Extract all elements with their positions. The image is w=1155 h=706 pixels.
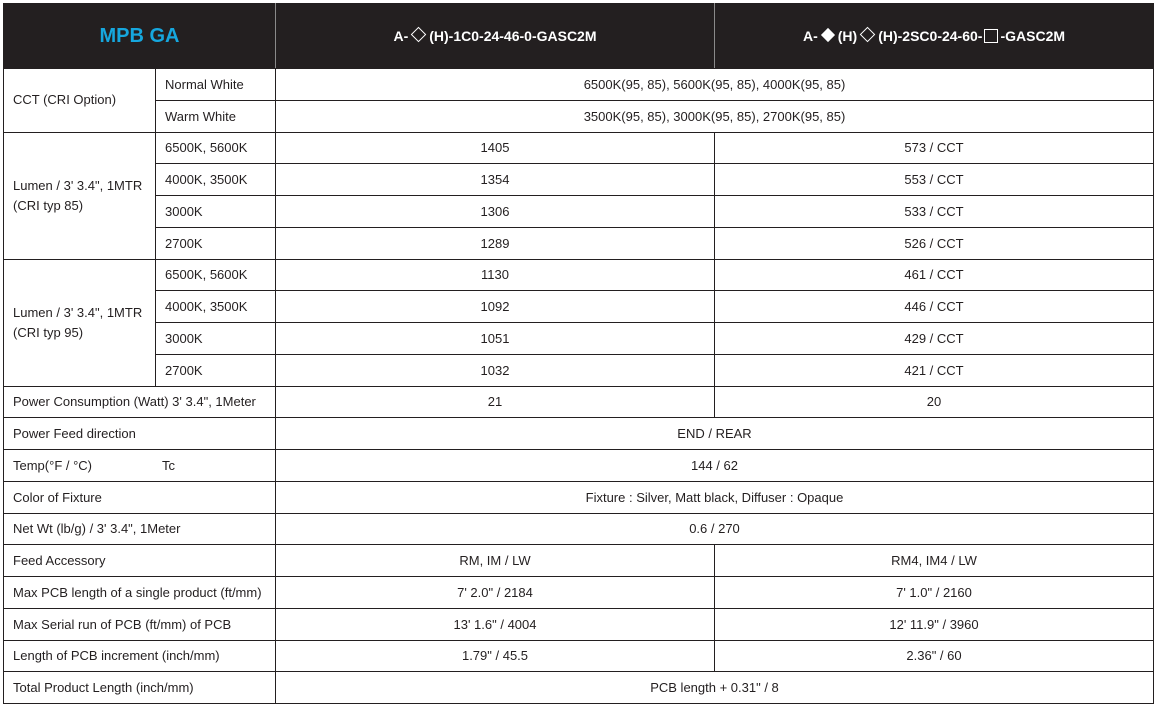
pcb-increment-v2: 2.36" / 60: [715, 640, 1154, 672]
total-length-value: PCB length + 0.31" / 8: [276, 672, 1154, 704]
feed-accessory-v1: RM, IM / LW: [276, 545, 715, 577]
lumen85-label-line2: (CRI typ 85): [13, 197, 84, 213]
lumen95-v2: 446 / CCT: [715, 291, 1154, 323]
solid-diamond-icon: [821, 28, 835, 42]
table-row: [4, 450, 1154, 482]
lumen95-v2: 429 / CCT: [715, 323, 1154, 355]
lumen95-v2: 461 / CCT: [715, 259, 1154, 291]
cct-sub: Warm White: [156, 100, 276, 132]
max-serial-v1: 13' 1.6" / 4004: [276, 608, 715, 640]
header-row: [4, 4, 1154, 69]
lumen95-v1: 1051: [276, 323, 715, 355]
model1-prefix: A-: [393, 28, 409, 44]
max-serial-label: Max Serial run of PCB (ft/mm) of PCB: [4, 608, 276, 640]
lumen95-label-line1: Lumen / 3' 3.4", 1MTR: [13, 304, 143, 320]
table-row: [4, 69, 1154, 101]
net-wt-label: Net Wt (lb/g) / 3' 3.4", 1Meter: [4, 513, 276, 545]
lumen85-sub: 3000K: [156, 196, 276, 228]
model1-code: (H)-1C0-24-46-0-GASC2M: [429, 28, 597, 44]
cct-value: 6500K(95, 85), 5600K(95, 85), 4000K(95, 85): [276, 69, 1154, 101]
lumen85-label-line1: Lumen / 3' 3.4", 1MTR: [13, 177, 143, 193]
temp-sub: Tc: [162, 457, 176, 473]
feed-accessory-v2: RM4, IM4 / LW: [715, 545, 1154, 577]
lumen85-v1: 1354: [276, 164, 715, 196]
table-row: [4, 481, 1154, 513]
total-length-label: Total Product Length (inch/mm): [4, 672, 276, 704]
table-row: [4, 323, 1154, 355]
cct-label: CCT (CRI Option): [4, 69, 156, 133]
lumen85-sub: 6500K, 5600K: [156, 132, 276, 164]
table-row: [4, 545, 1154, 577]
net-wt-value: 0.6 / 270: [276, 513, 1154, 545]
model2-header: [715, 4, 1154, 69]
spec-table: [3, 3, 1154, 704]
lumen85-v1: 1289: [276, 227, 715, 259]
table-row: [4, 196, 1154, 228]
max-pcb-v1: 7' 2.0" / 2184: [276, 577, 715, 609]
model2-code-b: (H)-2SC0-24-60-: [878, 28, 983, 44]
lumen95-sub: 6500K, 5600K: [156, 259, 276, 291]
lumen85-sub: 2700K: [156, 227, 276, 259]
table-row: [4, 164, 1154, 196]
table-row: [4, 354, 1154, 386]
lumen95-sub: 2700K: [156, 354, 276, 386]
table-row: [4, 608, 1154, 640]
lumen85-label: [4, 132, 156, 259]
hollow-diamond-icon: [860, 27, 876, 43]
lumen95-v1: 1092: [276, 291, 715, 323]
lumen85-v1: 1306: [276, 196, 715, 228]
power-label: Power Consumption (Watt) 3' 3.4", 1Meter: [4, 386, 276, 418]
table-row: [4, 577, 1154, 609]
feed-accessory-label: Feed Accessory: [4, 545, 276, 577]
lumen85-v2: 553 / CCT: [715, 164, 1154, 196]
max-serial-v2: 12' 11.9" / 3960: [715, 608, 1154, 640]
max-pcb-label: Max PCB length of a single product (ft/mm): [4, 577, 276, 609]
lumen85-sub: 4000K, 3500K: [156, 164, 276, 196]
lumen95-sub: 4000K, 3500K: [156, 291, 276, 323]
hollow-square-icon: [984, 29, 998, 43]
table-row: [4, 640, 1154, 672]
table-row: [4, 132, 1154, 164]
lumen95-v2: 421 / CCT: [715, 354, 1154, 386]
feed-direction-value: END / REAR: [276, 418, 1154, 450]
lumen85-v2: 533 / CCT: [715, 196, 1154, 228]
temp-value: 144 / 62: [276, 450, 1154, 482]
max-pcb-v2: 7' 1.0" / 2160: [715, 577, 1154, 609]
table-row: [4, 672, 1154, 704]
color-value: Fixture : Silver, Matt black, Diffuser : Opaque: [276, 481, 1154, 513]
pcb-increment-label: Length of PCB increment (inch/mm): [4, 640, 276, 672]
cct-sub: Normal White: [156, 69, 276, 101]
brand-title: MPB GA: [4, 4, 276, 69]
power-v1: 21: [276, 386, 715, 418]
lumen85-v2: 573 / CCT: [715, 132, 1154, 164]
table-row: [4, 259, 1154, 291]
table-row: [4, 386, 1154, 418]
hollow-diamond-icon: [411, 27, 427, 43]
model2-code-c: -GASC2M: [1000, 28, 1066, 44]
lumen95-label-line2: (CRI typ 95): [13, 324, 84, 340]
table-row: [4, 100, 1154, 132]
model2-code-a: (H): [837, 28, 858, 44]
table-row: [4, 513, 1154, 545]
temp-label-cell: [4, 450, 276, 482]
color-label: Color of Fixture: [4, 481, 276, 513]
table-row: [4, 291, 1154, 323]
lumen85-v1: 1405: [276, 132, 715, 164]
lumen95-v1: 1130: [276, 259, 715, 291]
table-row: [4, 418, 1154, 450]
temp-label: Temp(°F / °C): [13, 457, 93, 473]
lumen85-v2: 526 / CCT: [715, 227, 1154, 259]
table-row: [4, 227, 1154, 259]
cct-value: 3500K(95, 85), 3000K(95, 85), 2700K(95, 85): [276, 100, 1154, 132]
model1-header: [276, 4, 715, 69]
feed-direction-label: Power Feed direction: [4, 418, 276, 450]
lumen95-label: [4, 259, 156, 386]
lumen95-sub: 3000K: [156, 323, 276, 355]
power-v2: 20: [715, 386, 1154, 418]
lumen95-v1: 1032: [276, 354, 715, 386]
pcb-increment-v1: 1.79" / 45.5: [276, 640, 715, 672]
model2-prefix: A-: [802, 28, 818, 44]
